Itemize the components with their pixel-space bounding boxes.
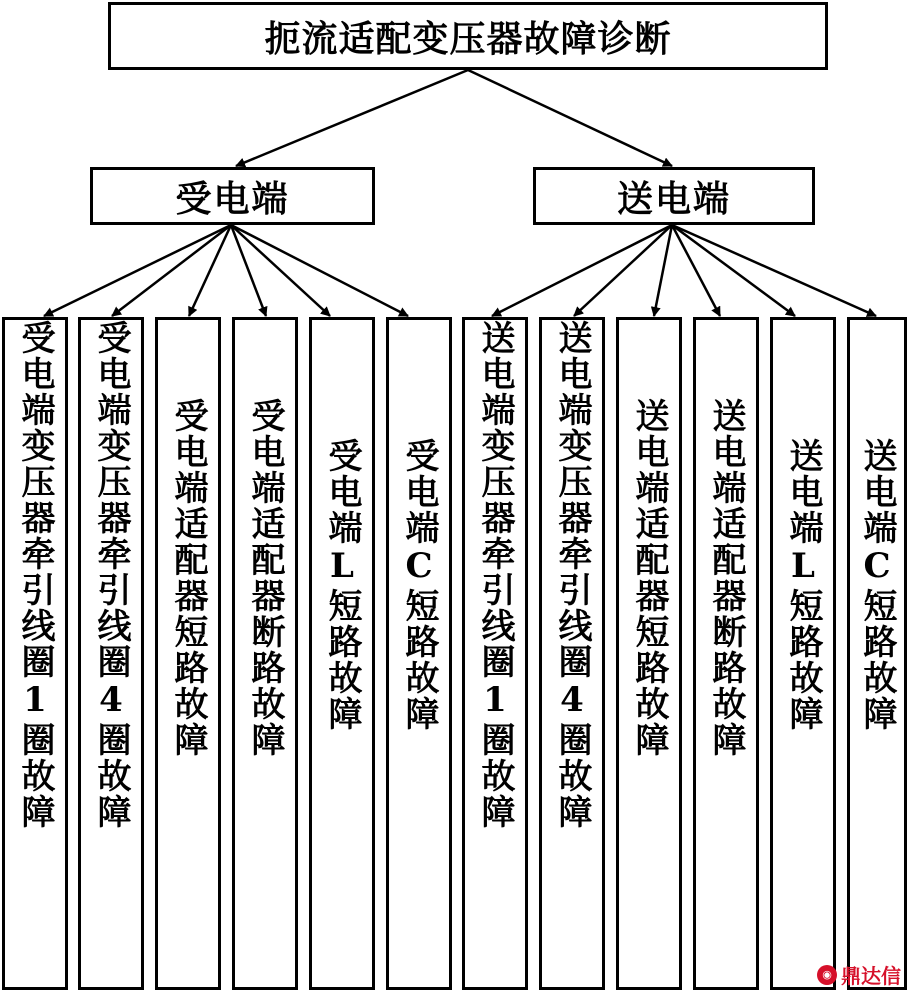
arrow-receiving-to-leaf-4 <box>231 225 266 316</box>
arrow-root-to-receiving <box>236 70 468 166</box>
leaf-label: 受电端变压器牵引线圈4圈故障 <box>91 320 131 830</box>
leaf-label: 受电端适配器短路故障 <box>168 398 208 758</box>
leaf-label: 送电端L短路故障 <box>783 438 823 732</box>
logo-icon: ◉ <box>817 965 837 985</box>
leaf-node-sending-2 <box>539 317 605 990</box>
leaf-node-receiving-5 <box>309 317 375 990</box>
watermark <box>817 960 901 989</box>
leaf-node-receiving-2 <box>78 317 144 990</box>
leaf-label: 受电端C短路故障 <box>399 438 439 732</box>
watermark-text: 鼎达信 <box>841 964 901 988</box>
leaf-label: 送电端适配器短路故障 <box>629 398 669 758</box>
arrow-sending-to-leaf-4 <box>672 225 720 316</box>
leaf-label: 受电端L短路故障 <box>322 438 362 732</box>
leaf-node-receiving-1 <box>2 317 68 990</box>
leaf-label: 送电端变压器牵引线圈4圈故障 <box>552 320 592 830</box>
leaf-label: 受电端适配器断路故障 <box>245 398 285 758</box>
leaf-label: 送电端适配器断路故障 <box>706 398 746 758</box>
arrow-receiving-to-leaf-5 <box>231 225 330 316</box>
arrow-sending-to-leaf-1 <box>492 225 672 316</box>
arrow-receiving-to-leaf-6 <box>231 225 408 316</box>
leaf-node-sending-4 <box>693 317 759 990</box>
root-node <box>108 2 828 70</box>
branch-node-receiving <box>90 167 375 225</box>
arrow-sending-to-leaf-6 <box>672 225 876 316</box>
arrow-receiving-to-leaf-3 <box>189 225 231 316</box>
leaf-node-receiving-6 <box>386 317 452 990</box>
branch-node-sending <box>533 167 815 225</box>
leaf-label: 送电端变压器牵引线圈1圈故障 <box>475 320 515 830</box>
leaf-label: 受电端变压器牵引线圈1圈故障 <box>15 320 55 830</box>
arrow-root-to-sending <box>468 70 672 166</box>
leaf-node-sending-3 <box>616 317 682 990</box>
leaf-node-sending-5 <box>770 317 836 990</box>
branch-label-sending: 送电端 <box>616 177 731 220</box>
arrow-receiving-to-leaf-2 <box>112 225 231 316</box>
leaf-node-sending-1 <box>462 317 528 990</box>
root-label: 扼流适配变压器故障诊断 <box>264 17 672 60</box>
leaf-node-receiving-3 <box>155 317 221 990</box>
leaf-node-sending-6 <box>847 317 907 990</box>
arrow-receiving-to-leaf-1 <box>44 225 231 316</box>
branch-label-receiving: 受电端 <box>175 177 290 220</box>
leaf-label: 送电端C短路故障 <box>857 438 897 732</box>
leaf-node-receiving-4 <box>232 317 298 990</box>
